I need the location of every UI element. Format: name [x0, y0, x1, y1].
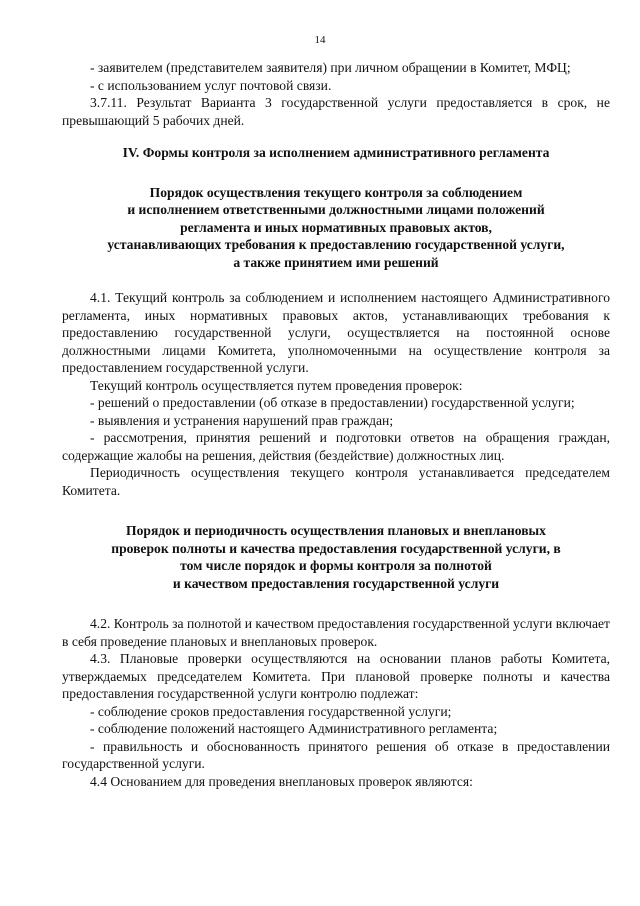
- heading-line: и качеством предоставления государственной услуги: [172, 575, 500, 591]
- paragraph: - выявления и устранения нарушений прав граждан;: [90, 412, 394, 428]
- subsection-heading-planned-inspections: [62, 522, 610, 592]
- paragraph: - соблюдение положений настоящего Административного регламента;: [90, 721, 498, 736]
- section-heading: IV. Формы контроля за исполнением административного регламента: [122, 145, 550, 160]
- paragraph: - решений о предоставлении (об отказе в предоставлении) государственной услуги;: [90, 395, 575, 410]
- heading-line: устанавливающих требования к предоставлению государственной услуги,: [107, 237, 565, 252]
- paragraph: - соблюдение сроков предоставления государственной услуги;: [90, 703, 452, 719]
- document-body: [62, 59, 610, 790]
- heading-line: регламента и иных нормативных правовых актов,: [180, 219, 492, 235]
- paragraph: - рассмотрения, принятия решений и подготовки ответов на обращения граждан, содержащие жалобы на решения, действия (бездействие) должностных лиц.: [62, 430, 610, 463]
- paragraph: - заявителем (представителем заявителя) при личном обращении в Комитет, МФЦ;: [90, 60, 571, 75]
- heading-line: Порядок и периодичность осуществления плановых и внеплановых: [126, 523, 546, 538]
- paragraph: 3.7.11. Результат Варианта 3 государственной услуги предоставляется в срок, не превышающий 5 рабочих дней.: [62, 95, 610, 128]
- paragraph: 4.3. Плановые проверки осуществляются на основании планов работы Комитета, утверждаемых председателем Комитета. При плановой проверке полноты и качества предоставления государственной услуги контролю подлежат:: [62, 651, 610, 701]
- heading-line: и исполнением ответственными должностными лицами положений: [127, 202, 545, 217]
- paragraph: Текущий контроль осуществляется путем проведения проверок:: [90, 377, 463, 393]
- paragraph: Периодичность осуществления текущего контроля устанавливается председателем Комитета.: [62, 465, 610, 498]
- paragraph: - с использованием услуг почтовой связи.: [90, 77, 332, 93]
- paragraph: 4.4 Основанием для проведения внеплановых проверок являются:: [90, 773, 473, 789]
- paragraph: 4.1. Текущий контроль за соблюдением и исполнением настоящего Административного регламента, иных нормативных правовых актов, устанавливающих требования к предоставлению государственной услуги, осуществляется на постоянной основе должностными лицами Комитета, уполномоченными на осуществление контроля за предоставлением государственной услуги.: [62, 290, 610, 375]
- heading-line: Порядок осуществления текущего контроля за соблюдением: [149, 184, 523, 200]
- subsection-heading-current-control: [62, 184, 610, 272]
- paragraph: 4.2. Контроль за полнотой и качеством предоставления государственной услуги включает в себя проведение плановых и внеплановых проверок.: [62, 616, 610, 649]
- heading-line: проверок полноты и качества предоставления государственной услуги, в: [111, 540, 561, 556]
- heading-line: том числе порядок и формы контроля за полнотой: [180, 558, 492, 573]
- paragraph: - правильность и обоснованность принятого решения об отказе в предоставлении государственной услуги.: [62, 738, 610, 771]
- page-number: 14: [314, 34, 326, 46]
- heading-line: а также принятием ими решений: [233, 254, 439, 270]
